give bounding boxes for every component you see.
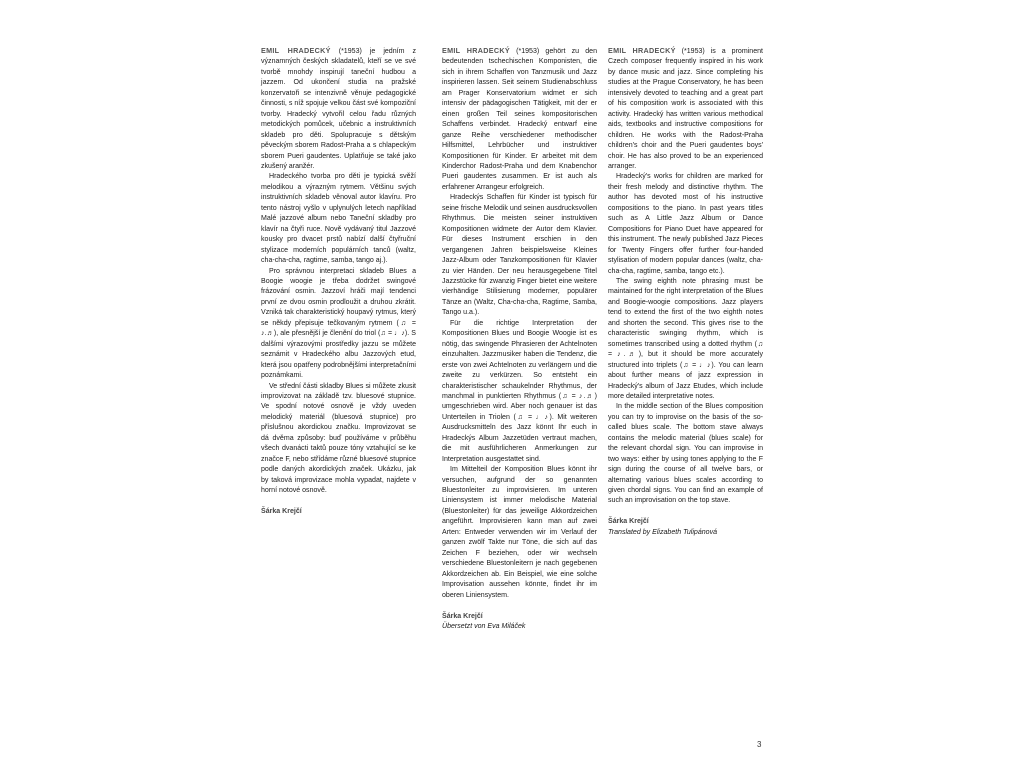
german-column <box>442 46 597 632</box>
german-signature: Šárka Krejčí <box>442 612 483 620</box>
english-column <box>608 46 763 538</box>
english-signature: Šárka Krejčí <box>608 518 649 526</box>
german-author-name: EMIL HRADECKÝ <box>442 46 510 55</box>
czech-lead-text: (*1953) je jedním z významných českých skladatelů, kteří se ve své tvorbě mnohdy inspirují taneční hudbou a jazzem. Od ukončení studia na pražské konzervatoři se intenzivně věnuje pedagogické činnosti, s níž spojuje velkou část své kompoziční tvorby. Hradecký vytvořil celou řadu různých metodických pomůcek, učebnic a instruktivních skladeb pro děti. Spolupracuje s dětským pěveckým sborem Radost-Praha a s chlapeckým sborem Pueri gaudentes. Uplatňuje se také jako zkušený aranžér. <box>261 48 416 170</box>
czech-paragraph-4: Ve střední části skladby Blues si můžete zkusit improvizovat na základě tzv. bluesové stupnice. Ve spodní notové osnově je vždy uveden melodický materiál (bluesová stupnice) pro příslušnou akordickou značku. Improvizovat se dá dvěma způsoby: buď používáme v průběhu všech dvanácti taktů pouze tóny vztahující se ke značce F, nebo střídáme různé bluesové stupnice podle daných akordických značek. Ukázku, jak by taková improvizace mohla vypadat, najdete v horní notové osnově. <box>261 382 416 495</box>
czech-paragraph-1 <box>261 46 416 172</box>
german-paragraph-3: Für die richtige Interpretation der Kompositionen Blues und Boogie Woogie ist es nötig, das swingende Phrasieren der Achtelnoten einzuhalten. Jazzmusiker haben die Tendenz, die erste von zwei Achtelnoten zu verlängern und die zweite zu verkürzen. So entsteht ein charakteristischer schaukelnder Rhythmus, der manchmal in punktierten Rhythmus (♫ = ♪.♬) umgeschrieben wird. Aber noch genauer ist das Unterteilen in Triolen (♫ = ♩♪). Mit weiteren Ausdrucksmitteln des Jazz könnt Ihr euch in Hradeckýs Album Jazzetüden vertraut machen, die mit ausführlicheren Anmerkungen zur Interpretation ausgestattet sind. <box>442 319 597 463</box>
german-paragraph-1 <box>442 46 597 193</box>
english-paragraph-1 <box>608 46 763 172</box>
czech-author-name: EMIL HRADECKÝ <box>261 46 331 55</box>
german-lead-text: (*1953) gehört zu den bedeutenden tschechischen Komponisten, die sich in ihrem Schaffen von Tanzmusik und Jazz inspirieren lassen. Seit seinem Studienabschluss am Prager Konservatorium widmet er sich intensiv der pädagogischen Tätigkeit, mit der er einen großen Teil seines kompositorischen Schaffens verbindet. Hradecký entwarf eine ganze Reihe verschiedener methodischer Hilfsmittel, Lehrbücher und instruktiver Kompositionen für Kinder. Er arbeitet mit dem Kinderchor Radost-Praha und dem Knabenchor Pueri gaudentes zusammen. Er ist auch als erfahrener Arrangeur erfolgreich. <box>442 48 598 191</box>
czech-paragraph-3: Pro správnou interpretaci skladeb Blues a Boogie woogie je třeba dodržet swingové frázování osmin. Jazzoví hráči mají tendenci první ze dvou osmin prodloužit a druhou zkrátit. Vzniká tak charakteristický houpavý rytmus, který se někdy přepisuje tečkovaným rytmem (♫ = ♪.♬), ale přesnější je členění do triol (♫ = ♩♪). S dalšími výrazovými prostředky jazzu se můžete seznámit v Hradeckého albu Jazzových etud, která jsou opatřeny podrobnějšími interpretačními poznámkami. <box>261 267 416 380</box>
english-paragraph-3: The swing eighth note phrasing must be maintained for the right interpretation of the Blues and Boogie-woogie compositions. Jazz players tend to extend the first of the two eighth notes and shorten the second. This gives rise to the characteristic swinging rhythm, which is sometimes transcribed using a dotted rhythm (♫ = ♪.♬), but it should be more accurately structured into triplets (♫ = ♩♪). You can learn about further means of jazz expression in Hradecký's album of Jazz Etudes, which include more detailed interpretative notes. <box>608 277 763 400</box>
czech-column <box>261 46 416 517</box>
german-translator: Übersetzt von Eva Miláček <box>442 622 526 630</box>
czech-paragraph-2: Hradeckého tvorba pro děti je typická svěží melodikou a výrazným rytmem. Většinu svých instruktivních skladeb věnoval autor klavíru. Pro tento nástroj vyšlo v uplynulých letech například Malé jazzové album nebo Taneční skladby pro klavír na čtyři ruce. Nově vydávaný titul Jazzové kousky pro dvacet prstů nabízí další čtyřruční stylizace moderních populárních tanců (waltz, cha-cha-cha, ragtime, samba, tango aj.). <box>261 173 416 265</box>
english-lead-text: (*1953) is a prominent Czech composer frequently inspired in his work by dance music and jazz. Since completing his studies at the Prague Conservatory, he has been intensively devoted to teaching and a great part of his composition work is associated with this activity. Hradecký has written various methodical aids, textbooks and instructive compositions for children. He works with the Radost-Praha children's choir and the Pueri gaudentes boys' choir. He has also proved to be an experienced arranger. <box>608 48 764 170</box>
german-paragraph-4: Im Mittelteil der Komposition Blues könnt ihr versuchen, aufgrund der so genannten Bluestonleiter zu improvisieren. Im unteren Liniensystem ist immer melodische Material (Bluestonleiter) für das jeweilige Akkordzeichen angeführt. Improvisieren kann man auf zwei Arten: Entweder verwenden wir im Verlauf der ganzen zwölf Takte nur Töne, die sich auf das Zeichen F beziehen, oder wir wechseln verschiedene Bluestonleitern je nach gegebenen Akkordzeichen ab. Ein Beispiel, wie eine solche Improvisation aussehen könnte, findet ihr im oberen Liniensystem. <box>442 466 597 599</box>
english-paragraph-4: In the middle section of the Blues composition you can try to improvise on the basis of the so-called blues scale. The bottom stave always contains the melodic material (blues scale) for the relevant chordal sign. You can improvise in two ways: either by using tones applying to the F sign during the course of all twelve bars, or alternating various blues scales according to given chordal signs. You can find an example of such an improvisation on the top stave. <box>608 403 763 505</box>
english-paragraph-2: Hradecký's works for children are marked for their fresh melody and distinctive rhythm. The author has devoted most of his instructive compositions to the piano. In past years titles such as A Little Jazz Album or Dance Compositions for Piano Duet have appeared for this instrument. The newly published Jazz Pieces for Twenty Fingers offer further four-handed stylisation of modern popular dances (waltz, cha-cha-cha, ragtime, samba, tango etc.). <box>608 173 763 275</box>
czech-signature: Šárka Krejčí <box>261 507 302 515</box>
german-paragraph-2: Hradeckýs Schaffen für Kinder ist typisch für seine frische Melodik und seinen ausdrucksvollen Rhythmus. Die meisten seiner instruktiven Kompositionen widmete der Autor dem Klavier. Für dieses Instrument erschien in den vergangenen Jahren beispielsweise Kleines Jazz-Album oder Tanzkompositionen für Klavier zu vier Händen. Der neu herausgegebene Titel Jazzstücke für zwanzig Finger bietet eine weitere vierhändige Stilisierung moderner, populärer Tänze an (Waltz, Cha-cha-cha, Ragtime, Samba, Tango u.a.). <box>442 194 597 317</box>
english-author-name: EMIL HRADECKÝ <box>608 46 676 55</box>
english-translator: Translated by Elizabeth Tulipánová <box>608 528 718 536</box>
page-number: 3 <box>757 740 762 749</box>
